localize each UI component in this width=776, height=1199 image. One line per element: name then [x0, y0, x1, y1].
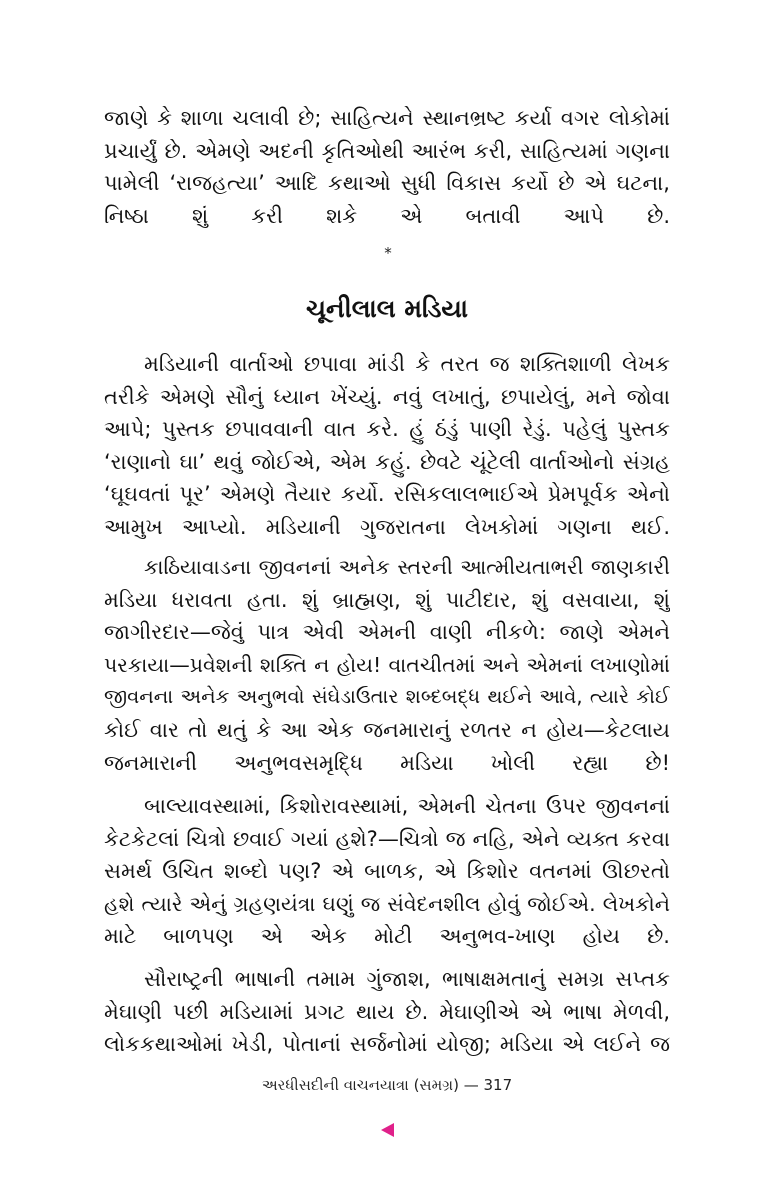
- text-line: ‘રાણાનો ઘા’ થવું જોઈએ, એમ કહું. છેવટે ચૂંટેલી વાર્તાઓનો સંગ્રહ: [104, 449, 670, 474]
- text-line: જીવનના અનેક અનુભવો સંઘેડાઉતાર શબ્દબદ્ધ થઈને આવે, ત્યારે કોઈ: [104, 685, 670, 709]
- text-line: કેટકેટલાં ચિત્રો છવાઈ ગયાં હશે?—ચિત્રો જ નહિ, એને વ્યક્ત કરવા: [104, 826, 670, 851]
- text-line: સમર્થ ઉચિત શબ્દો પણ? એ બાળક, એ કિશોર વતનમાં ઊછરતો: [104, 859, 670, 884]
- text-line: ‘ઘૂઘવતાં પૂર’ એમણે તૈયાર કર્યો. રસિકલાલભાઈએ પ્રેમપૂર્વક એનો: [104, 482, 670, 507]
- body-paragraph: [104, 963, 670, 1061]
- text-line: પામેલી ‘રાજહત્યા’ આદિ કથાઓ સુધી વિકાસ કર્યો છે એ ઘટના,: [104, 171, 670, 196]
- text-line: નિષ્ઠા શું કરી શકે એ બતાવી આપે છે.: [104, 203, 670, 228]
- text-line: બાલ્યાવસ્થામાં, કિશોરાવસ્થામાં, એમની ચેતના ઉપર જીવનનાં: [144, 794, 670, 818]
- text-line: માટે બાળપણ એ એક મોટી અનુભવ-ખાણ હોય છે.: [104, 924, 670, 949]
- text-line: આમુખ આપ્યો. મડિયાની ગુજરાતના લેખકોમાં ગણના થઈ.: [104, 514, 670, 539]
- text-line: લોકકથાઓમાં ખેડી, પોતાનાં સર્જનોમાં યોજી; મડિયા એ લઈને જ: [104, 1032, 670, 1057]
- text-line: મડિયા ધરાવતા હતા. શું બ્રાહ્મણ, શું પાટીદાર, શું વસવાયા, શું: [104, 587, 670, 612]
- text-line: પરકાયા—પ્રવેશની શક્તિ ન હોય! વાતચીતમાં અને એમનાં લખાણોમાં: [104, 652, 670, 677]
- text-line: જાણે કે શાળા ચલાવી છે; સાહિત્યને સ્થાનભ્રષ્ટ કર્યા વગર લોકોમાં: [104, 106, 670, 130]
- text-line: કાઠિયાવાડના જીવનનાં અનેક સ્તરની આત્મીયતાભરી જાણકારી: [144, 555, 670, 579]
- left-triangle-icon[interactable]: [381, 1123, 394, 1137]
- text-line: મડિયાની વાર્તાઓ છપાવા માંડી કે તરત જ શક્તિશાળી લેખક: [144, 352, 670, 376]
- text-line: તરીકે એમણે સૌનું ધ્યાન ખેંચ્યું. નવું લખાતું, છપાયેલું, મને જોવા: [104, 384, 670, 409]
- text-line: કોઈ વાર તો થતું કે આ એક જનમારાનું રળતર ન હોય—કેટલાય: [104, 717, 670, 742]
- text-line: મેઘાણી પછી મડિયામાં પ્રગટ થાય છે. મેઘાણીએ એ ભાષા મેળવી,: [104, 999, 670, 1024]
- text-line: સૌરાષ્ટ્રની ભાષાની તમામ ગુંજાશ, ભાષાક્ષમતાનું સમગ્ર સપ્તક: [144, 967, 670, 991]
- intro-paragraph: [104, 102, 670, 232]
- body-paragraph: [104, 551, 670, 779]
- page-footer: અરધીસદીની વાચનયાત્રા (સમગ્ર) — 317: [261, 1076, 513, 1094]
- text-line: આપે; પુસ્તક છપાવવાની વાત કરે. હું ઠંડું પાણી રેડું. પહેલું પુસ્તક: [104, 417, 670, 442]
- text-line: જાગીરદાર—જેવું પાત્ર એવી એમની વાણી નીકળે: જાણે એમને: [104, 620, 670, 645]
- text-line: હશે ત્યારે એનું ગ્રહણયંત્રા ઘણું જ સંવેદનશીલ હોવું જોઈએ. લેખકોને: [104, 891, 670, 916]
- section-divider: *: [384, 244, 392, 262]
- text-line: જનમારાની અનુભવસમૃદ્ધિ મડિયા ખોલી રહ્યા છે!: [104, 750, 670, 775]
- body-paragraph: [104, 348, 670, 544]
- body-paragraph: [104, 790, 670, 953]
- section-heading: ચૂનીલાલ મડિયા: [305, 294, 469, 323]
- text-line: પ્રચાર્યું છે. એમણે અદની કૃતિઓથી આરંભ કરી, સાહિત્યમાં ગણના: [104, 138, 670, 163]
